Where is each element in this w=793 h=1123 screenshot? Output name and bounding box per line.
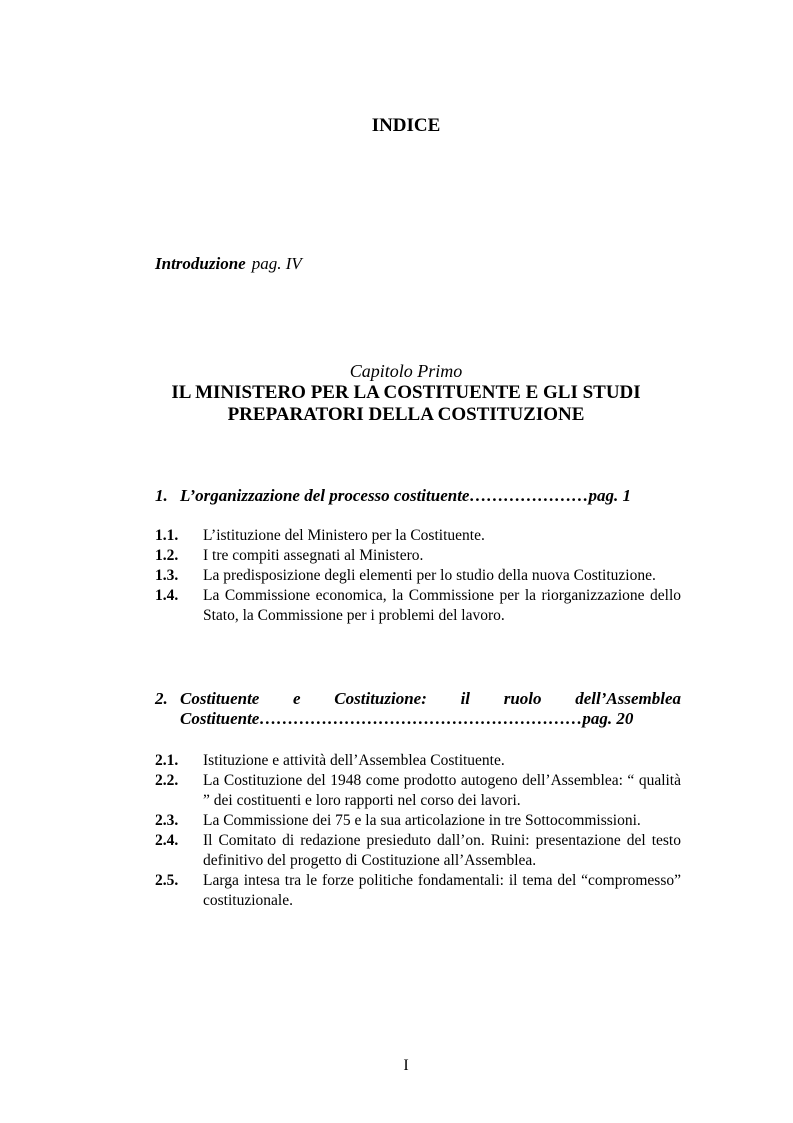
item-number: 1.3. (155, 567, 179, 584)
item-number: 2.2. (155, 772, 179, 789)
item-text: La predisposizione degli elementi per lo studio della nuova Costituzione. (203, 567, 656, 584)
chapter-label: Capitolo Primo (349, 361, 463, 381)
item-number: 1.2. (155, 547, 179, 564)
introduction-page: pag. IV (251, 254, 302, 273)
page-number: I (403, 1057, 409, 1074)
section-2-items (155, 751, 681, 911)
section-1-number: 1. (155, 486, 168, 505)
section-1-title: L’organizzazione del processo costituente…………………pag. 1 (180, 486, 631, 505)
section-2-title (180, 689, 681, 729)
list-item (155, 831, 681, 871)
introduction-label: Introduzione (155, 254, 246, 273)
section-1-heading (155, 486, 681, 506)
item-text: La Commissione economica, la Commissione per la riorganizzazione dello Stato, la Commissione per i problemi del lavoro. (203, 587, 681, 624)
section-1 (155, 486, 681, 626)
item-number: 2.3. (155, 812, 179, 829)
section-2-title-line-1: Costituente e Costituzione: il ruolo dell’Assemblea (180, 689, 681, 708)
item-number: 1.4. (155, 587, 179, 604)
item-text: Istituzione e attività dell’Assemblea Costituente. (203, 752, 505, 769)
item-number: 2.1. (155, 752, 179, 769)
item-text: L’istituzione del Ministero per la Costituente. (203, 527, 485, 544)
page-title: INDICE (371, 115, 441, 136)
list-item (155, 586, 681, 626)
chapter-title-line-2: PREPARATORI DELLA COSTITUZIONE (227, 404, 585, 425)
section-2 (155, 689, 681, 911)
list-item (155, 566, 681, 586)
item-text: La Costituzione del 1948 come prodotto autogeno dell’Assemblea: “ qualità ” dei costituenti e loro rapporti nel corso dei lavori. (203, 772, 681, 809)
item-text: I tre compiti assegnati al Ministero. (203, 547, 424, 564)
item-text: Larga intesa tra le forze politiche fondamentali: il tema del “compromesso” costituzionale. (203, 872, 681, 909)
item-number: 2.5. (155, 872, 179, 889)
item-text: La Commissione dei 75 e la sua articolazione in tre Sottocommissioni. (203, 812, 641, 829)
section-2-number: 2. (155, 689, 168, 708)
list-item (155, 526, 681, 546)
list-item (155, 811, 681, 831)
section-1-items (155, 526, 681, 626)
list-item (155, 751, 681, 771)
item-number: 2.4. (155, 832, 179, 849)
list-item (155, 871, 681, 911)
item-text: Il Comitato di redazione presieduto dall’on. Ruini: presentazione del testo definitivo del progetto di Costituzione all’Assemblea. (203, 832, 681, 869)
chapter-header (100, 360, 712, 426)
list-item (155, 546, 681, 566)
list-item (155, 771, 681, 811)
section-2-heading (155, 689, 681, 729)
introduction-entry (155, 253, 302, 275)
chapter-title-line-1: IL MINISTERO PER LA COSTITUENTE E GLI STUDI (171, 382, 641, 403)
item-number: 1.1. (155, 527, 179, 544)
section-2-title-line-2: Costituente…………………………………………………pag. 20 (180, 709, 634, 728)
